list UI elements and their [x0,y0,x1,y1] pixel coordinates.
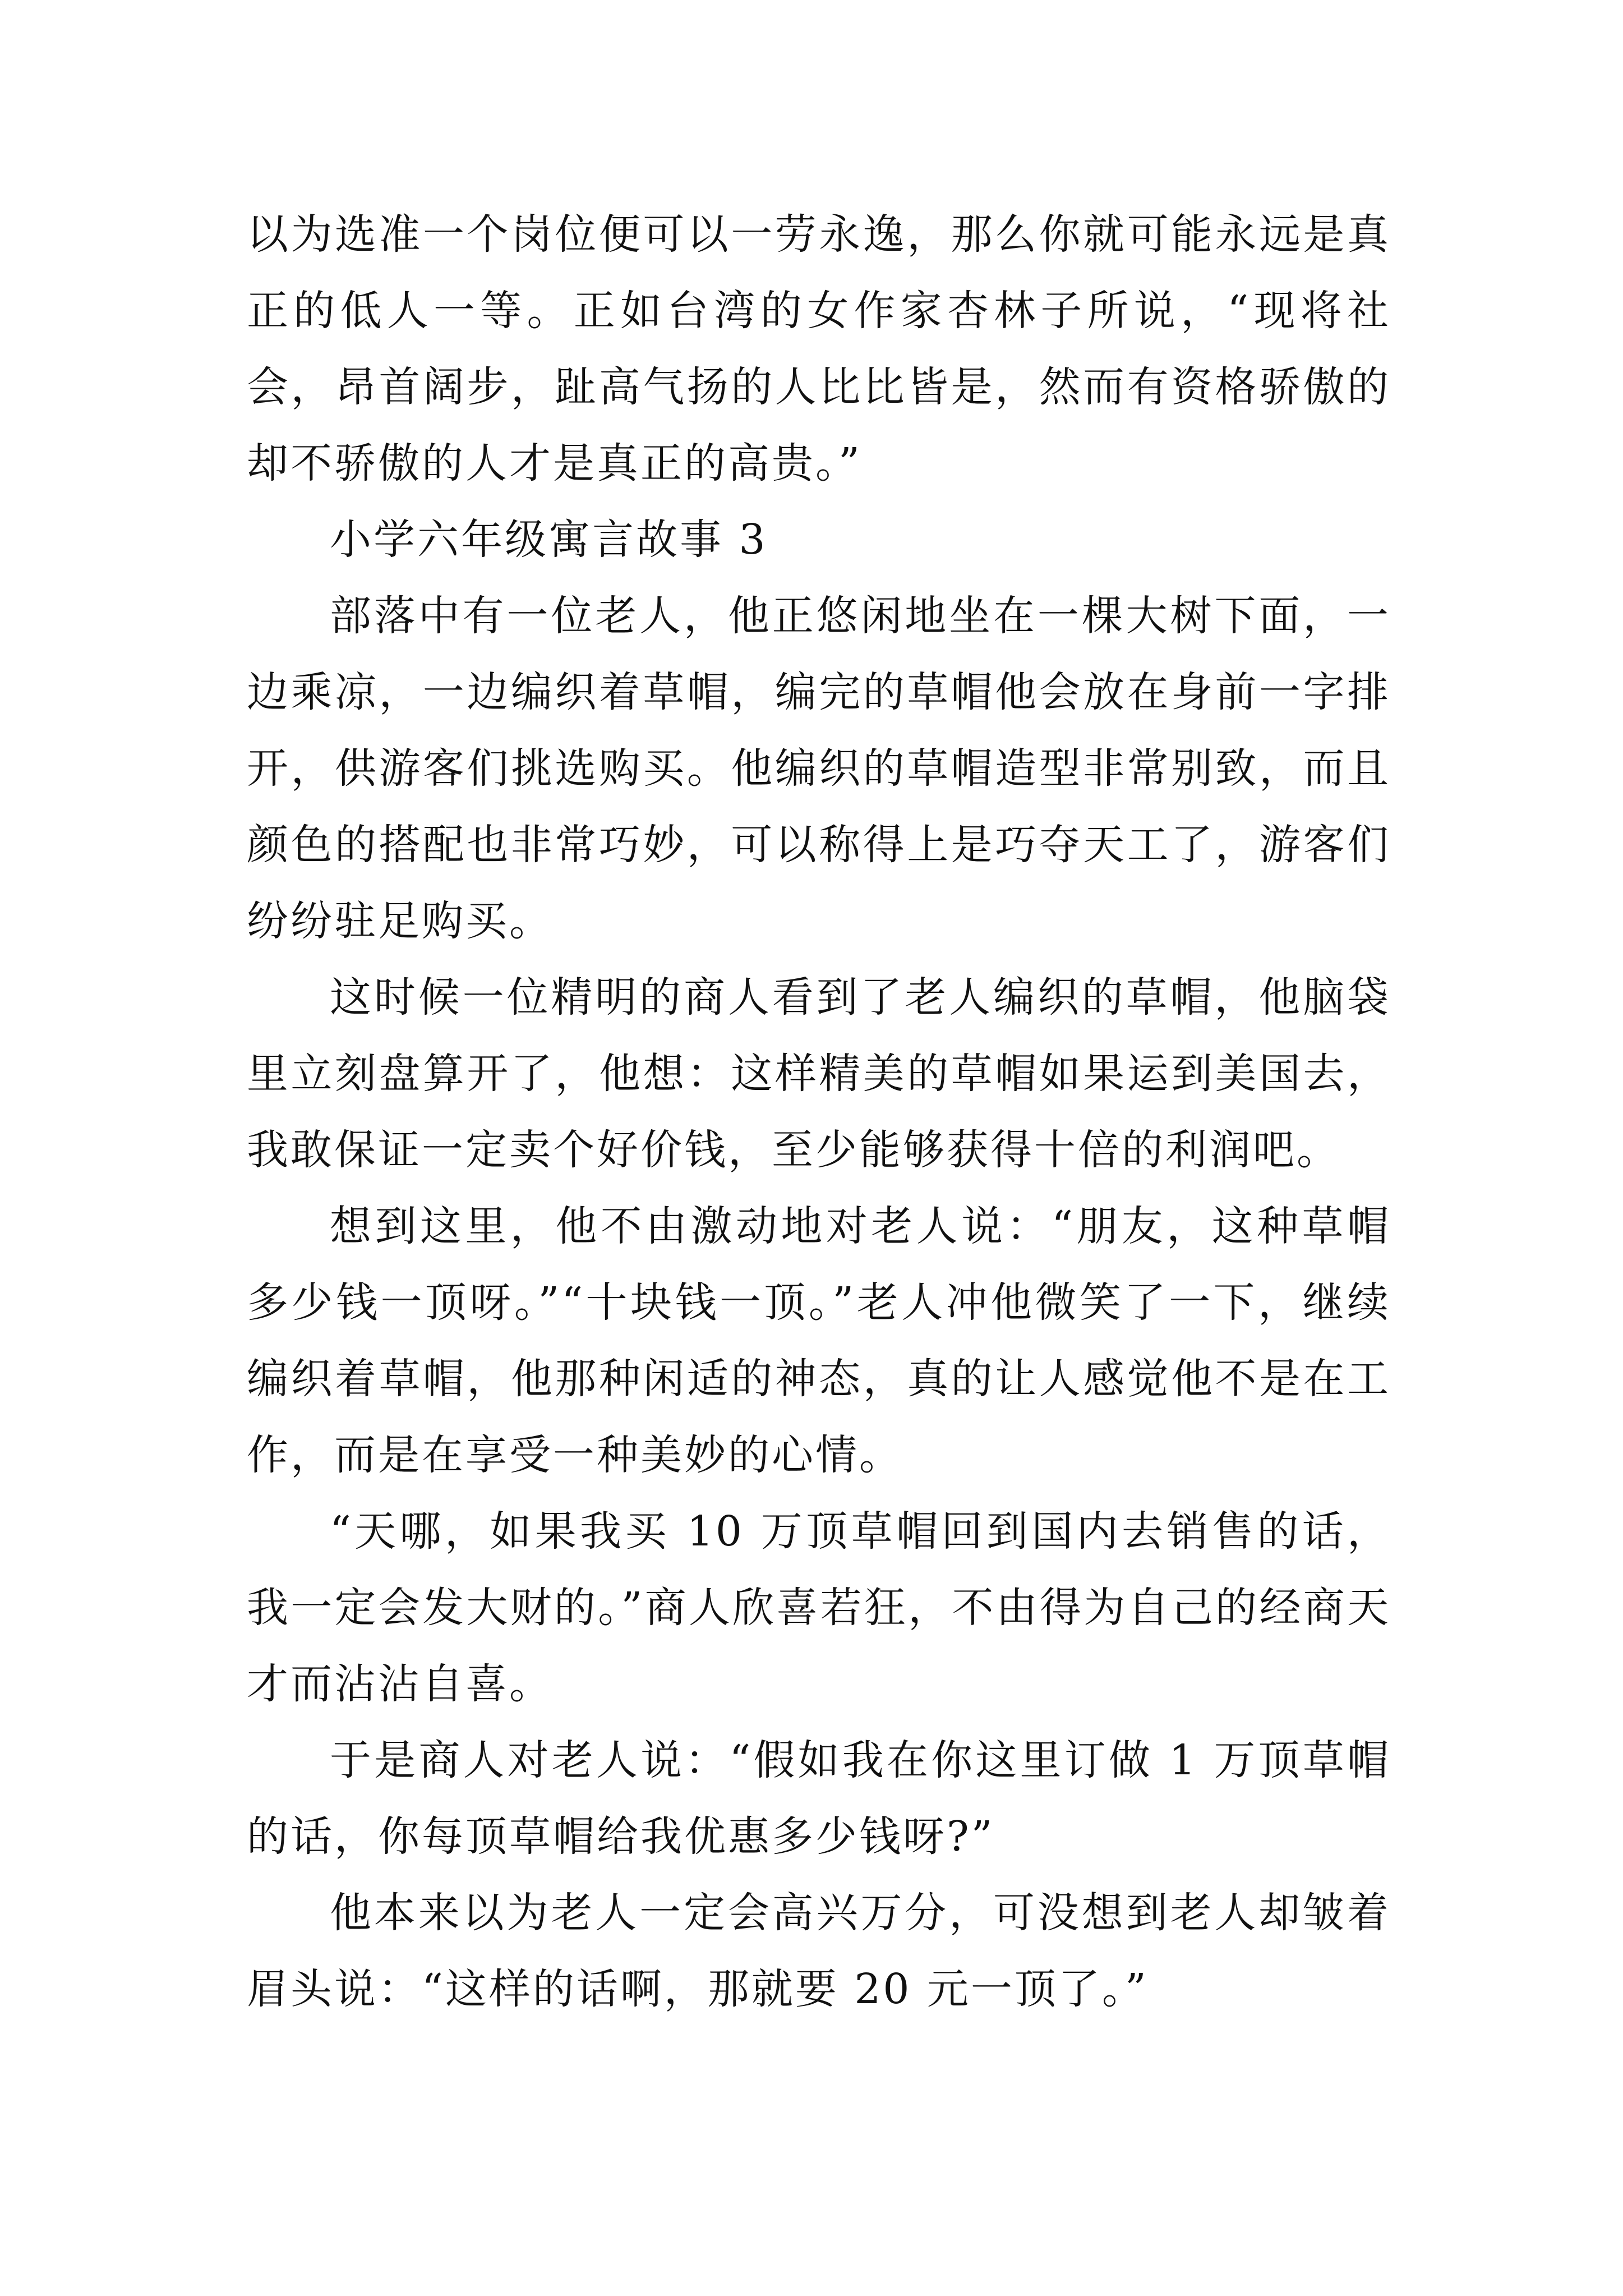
paragraph-3: 部落中有一位老人，他正悠闲地坐在一棵大树下面，一边乘凉，一边编织着草帽，编完的草帽他会放在身前一字排开，供游客们挑选购买。他编织的草帽造型非常别致，而且颜色的搭配也非常巧妙，可以称得上是巧夺天工了，游客们纷纷驻足购买。 [247,592,1391,945]
paragraph-1: 以为选准一个岗位便可以一劳永逸，那么你就可能永远是真正的低人一等。正如台湾的女作家杏林子所说，“现将社会，昂首阔步，趾高气扬的人比比皆是，然而有资格骄傲的却不骄傲的人才是真正的高贵。” [247,210,1391,487]
paragraph-5: 想到这里，他不由激动地对老人说：“朋友，这种草帽多少钱一顶呀。”“十块钱一顶。”老人冲他微笑了一下，继续编织着草帽，他那种闲适的神态，真的让人感觉他不是在工作，而是在享受一种美妙的心情。 [247,1202,1391,1479]
paragraph-6: “天哪，如果我买 10 万顶草帽回到国内去销售的话，我一定会发大财的。”商人欣喜若狂，不由得为自己的经商天才而沾沾自喜。 [247,1507,1391,1708]
section-heading: 小学六年级寓言故事 3 [330,516,768,564]
paragraph-8: 他本来以为老人一定会高兴万分，可没想到老人却皱着眉头说：“这样的话啊，那就要 20 元一顶了。” [247,1889,1391,2013]
paragraph-4: 这时候一位精明的商人看到了老人编织的草帽，他脑袋里立刻盘算开了，他想：这样精美的草帽如果运到美国去，我敢保证一定卖个好价钱，至少能够获得十倍的利润吧。 [247,973,1391,1174]
document-body [247,196,1391,2027]
paragraph-7: 于是商人对老人说：“假如我在你这里订做 1 万顶草帽的话，你每顶草帽给我优惠多少钱呀?” [247,1736,1391,1861]
